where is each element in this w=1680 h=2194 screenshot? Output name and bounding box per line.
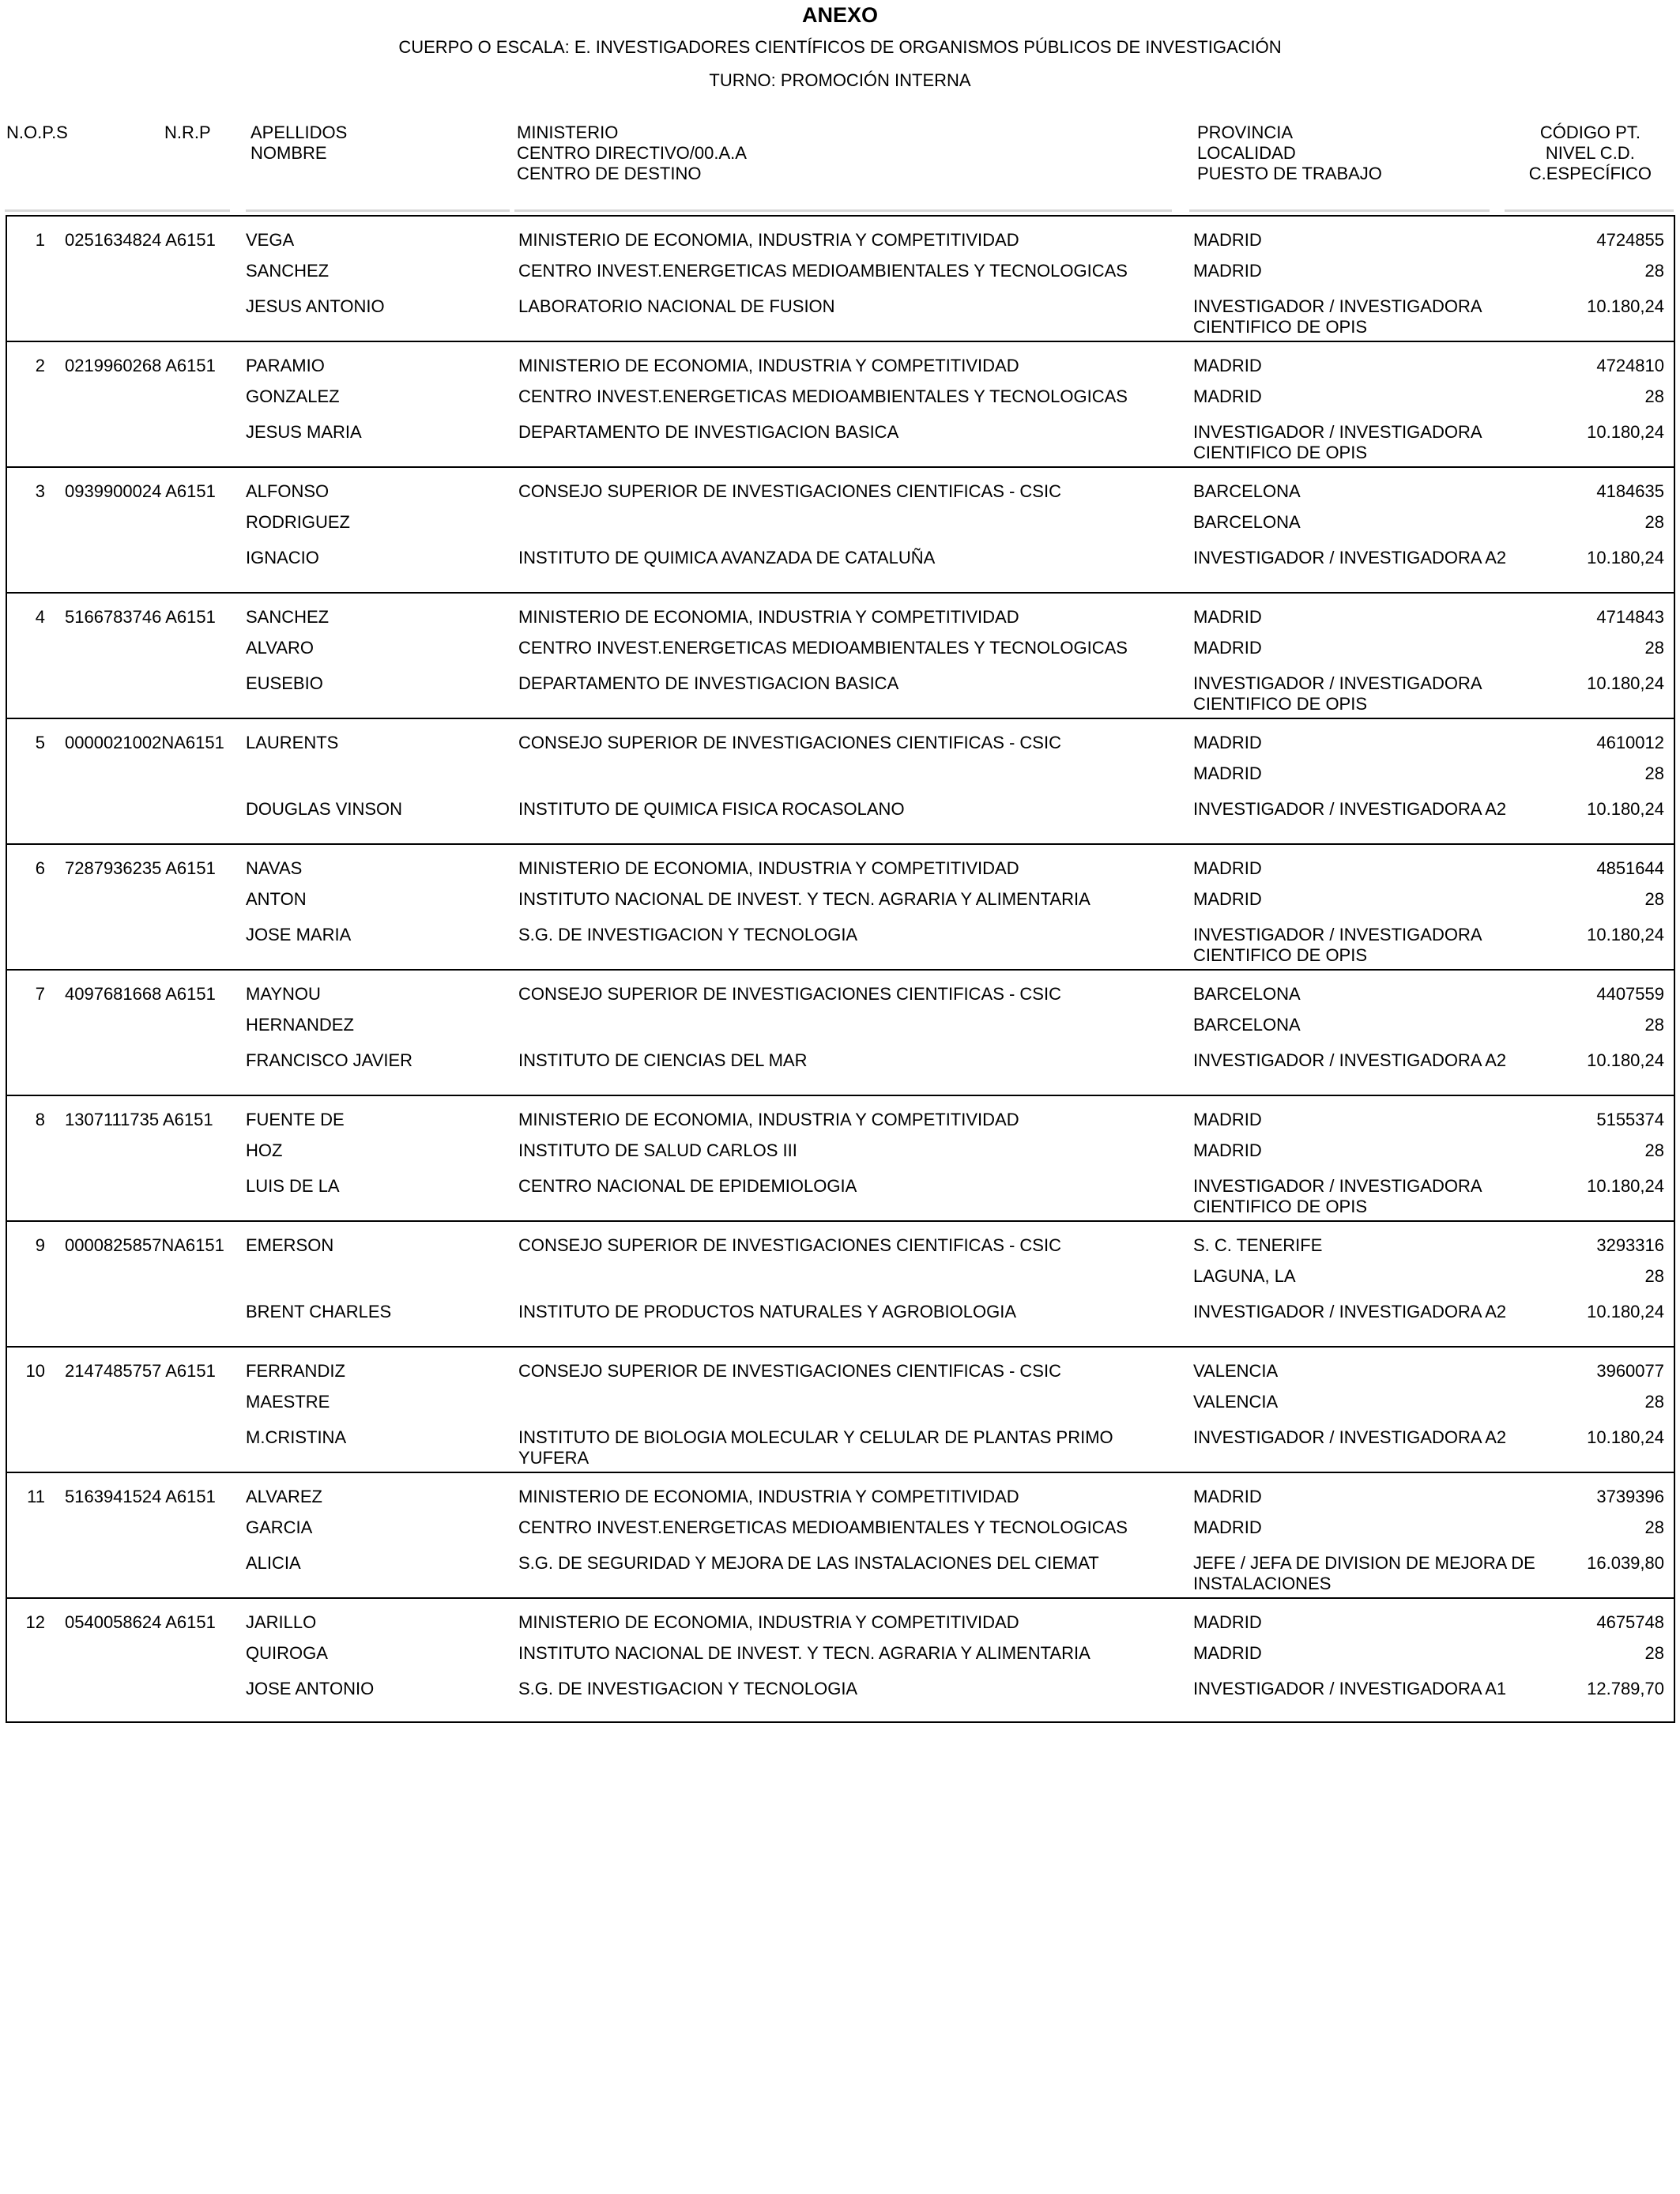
record-apellido1: SANCHEZ (246, 607, 330, 627)
record-ministerio: MINISTERIO DE ECONOMIA, INDUSTRIA Y COMPETITIVIDAD (518, 1110, 1019, 1129)
record-apellido1: JARILLO (246, 1612, 317, 1632)
record-nombre: JOSE ANTONIO (246, 1679, 375, 1698)
record-apellido2: GONZALEZ (246, 386, 340, 406)
record-codigo: 3960077 (1596, 1361, 1664, 1381)
column-header-nrp (164, 123, 211, 143)
record-centro-destino: INSTITUTO DE PRODUCTOS NATURALES Y AGROBIOLOGIA (518, 1302, 1016, 1321)
table-row (7, 1096, 1674, 1222)
record-especifico: 10.180,24 (1587, 799, 1664, 819)
record-number: 3 (35, 481, 45, 501)
record-number: 1 (35, 230, 45, 250)
record-centro-destino: INSTITUTO DE QUIMICA AVANZADA DE CATALUÑA (518, 548, 936, 567)
record-nrp: 5166783746 A6151 (65, 607, 216, 627)
record-provincia: MADRID (1193, 1110, 1262, 1129)
record-nivel: 28 (1644, 1015, 1664, 1035)
record-number: 7 (35, 984, 45, 1004)
table-row (7, 594, 1674, 719)
record-apellido1: MAYNOU (246, 984, 321, 1004)
record-provincia: BARCELONA (1193, 984, 1301, 1004)
record-number: 12 (25, 1612, 45, 1632)
record-centro-destino: INSTITUTO DE CIENCIAS DEL MAR (518, 1050, 808, 1070)
record-puesto: INVESTIGADOR / INVESTIGADORA A2 (1193, 1302, 1507, 1321)
record-nrp: 5163941524 A6151 (65, 1487, 216, 1506)
record-localidad: MADRID (1193, 261, 1262, 281)
record-number: 10 (25, 1361, 45, 1381)
turno: TURNO: PROMOCIÓN INTERNA (709, 70, 971, 90)
cuerpo-escala: CUERPO O ESCALA: E. INVESTIGADORES CIENTÍFICOS DE ORGANISMOS PÚBLICOS DE INVESTIGACIÓN (398, 37, 1282, 57)
record-codigo: 4610012 (1596, 733, 1664, 752)
header-rule (5, 209, 230, 212)
record-localidad: LAGUNA, LA (1193, 1266, 1296, 1286)
record-ministerio: MINISTERIO DE ECONOMIA, INDUSTRIA Y COMPETITIVIDAD (518, 230, 1019, 250)
record-puesto: INVESTIGADOR / INVESTIGADORA CIENTIFICO DE OPIS (1193, 1176, 1482, 1216)
record-nrp: 2147485757 A6151 (65, 1361, 216, 1381)
record-nrp: 7287936235 A6151 (65, 858, 216, 878)
record-centro-directivo: CENTRO INVEST.ENERGETICAS MEDIOAMBIENTALES Y TECNOLOGICAS (518, 1517, 1128, 1537)
record-centro-destino: INSTITUTO DE BIOLOGIA MOLECULAR Y CELULAR DE PLANTAS PRIMO YUFERA (518, 1427, 1113, 1468)
record-apellido1: EMERSON (246, 1235, 334, 1255)
record-apellido1: ALFONSO (246, 481, 330, 501)
record-nivel: 28 (1644, 512, 1664, 532)
record-centro-destino: DEPARTAMENTO DE INVESTIGACION BASICA (518, 422, 899, 442)
record-number: 8 (35, 1110, 45, 1129)
record-especifico: 10.180,24 (1587, 925, 1664, 944)
record-codigo: 4714843 (1596, 607, 1664, 627)
record-nombre: BRENT CHARLES (246, 1302, 392, 1321)
record-nombre: JESUS ANTONIO (246, 296, 385, 316)
record-ministerio: CONSEJO SUPERIOR DE INVESTIGACIONES CIENTIFICAS - CSIC (518, 1235, 1061, 1255)
record-codigo: 3293316 (1596, 1235, 1664, 1255)
record-puesto: INVESTIGADOR / INVESTIGADORA A2 (1193, 1050, 1507, 1070)
table-row (7, 342, 1674, 468)
header-localidad-label: LOCALIDAD (1197, 143, 1296, 163)
record-nrp: 0939900024 A6151 (65, 481, 216, 501)
record-puesto: INVESTIGADOR / INVESTIGADORA A2 (1193, 799, 1507, 819)
record-centro-destino: LABORATORIO NACIONAL DE FUSION (518, 296, 835, 316)
record-ministerio: MINISTERIO DE ECONOMIA, INDUSTRIA Y COMPETITIVIDAD (518, 858, 1019, 878)
record-centro-directivo: CENTRO INVEST.ENERGETICAS MEDIOAMBIENTALES Y TECNOLOGICAS (518, 386, 1128, 406)
record-codigo: 4724810 (1596, 356, 1664, 375)
record-especifico: 16.039,80 (1587, 1553, 1664, 1573)
table-row (7, 719, 1674, 845)
record-apellido1: PARAMIO (246, 356, 325, 375)
record-apellido1: FUENTE DE (246, 1110, 345, 1129)
header-nops-label: N.O.P.S (6, 123, 68, 142)
record-especifico: 10.180,24 (1587, 1302, 1664, 1321)
record-nivel: 28 (1644, 261, 1664, 281)
record-provincia: MADRID (1193, 230, 1262, 250)
record-nombre: IGNACIO (246, 548, 319, 567)
record-centro-directivo: INSTITUTO NACIONAL DE INVEST. Y TECN. AGRARIA Y ALIMENTARIA (518, 889, 1090, 909)
record-especifico: 10.180,24 (1587, 422, 1664, 442)
header-apellidos-label: APELLIDOS (250, 123, 348, 142)
table-row (7, 1599, 1674, 1725)
record-nivel: 28 (1644, 1517, 1664, 1537)
record-centro-destino: S.G. DE INVESTIGACION Y TECNOLOGIA (518, 925, 858, 944)
record-apellido2: GARCIA (246, 1517, 313, 1537)
record-codigo: 4724855 (1596, 230, 1664, 250)
record-especifico: 10.180,24 (1587, 296, 1664, 316)
record-especifico: 10.180,24 (1587, 1427, 1664, 1447)
records-table (6, 215, 1675, 1723)
record-ministerio: CONSEJO SUPERIOR DE INVESTIGACIONES CIENTIFICAS - CSIC (518, 984, 1061, 1004)
record-apellido1: NAVAS (246, 858, 303, 878)
record-nombre: M.CRISTINA (246, 1427, 347, 1447)
record-localidad: MADRID (1193, 638, 1262, 658)
record-localidad: MADRID (1193, 386, 1262, 406)
record-apellido2: HOZ (246, 1140, 283, 1160)
record-codigo: 3739396 (1596, 1487, 1664, 1506)
record-codigo: 5155374 (1596, 1110, 1664, 1129)
record-puesto: INVESTIGADOR / INVESTIGADORA CIENTIFICO DE OPIS (1193, 296, 1482, 337)
record-localidad: MADRID (1193, 1140, 1262, 1160)
record-nivel: 28 (1644, 386, 1664, 406)
header-codigo-label: CÓDIGO PT. (1539, 123, 1640, 142)
record-centro-directivo: CENTRO INVEST.ENERGETICAS MEDIOAMBIENTALES Y TECNOLOGICAS (518, 638, 1128, 658)
record-number: 9 (35, 1235, 45, 1255)
record-number: 11 (27, 1487, 45, 1506)
record-nrp: 0251634824 A6151 (65, 230, 216, 250)
table-row (7, 217, 1674, 342)
header-nivel-label: NIVEL C.D. (1545, 143, 1635, 163)
header-provincia-label: PROVINCIA (1197, 123, 1294, 142)
table-row (7, 1473, 1674, 1599)
record-especifico: 10.180,24 (1587, 673, 1664, 693)
record-nombre: EUSEBIO (246, 673, 323, 693)
record-apellido2: SANCHEZ (246, 261, 330, 281)
header-especifico-label: C.ESPECÍFICO (1528, 164, 1652, 183)
record-centro-destino: CENTRO NACIONAL DE EPIDEMIOLOGIA (518, 1176, 857, 1196)
record-ministerio: CONSEJO SUPERIOR DE INVESTIGACIONES CIENTIFICAS - CSIC (518, 1361, 1061, 1381)
record-apellido2: RODRIGUEZ (246, 512, 350, 532)
record-localidad: MADRID (1193, 1643, 1262, 1663)
record-nivel: 28 (1644, 1140, 1664, 1160)
record-localidad: VALENCIA (1193, 1392, 1279, 1412)
record-centro-directivo: CENTRO INVEST.ENERGETICAS MEDIOAMBIENTALES Y TECNOLOGICAS (518, 261, 1128, 281)
record-ministerio: CONSEJO SUPERIOR DE INVESTIGACIONES CIENTIFICAS - CSIC (518, 481, 1061, 501)
record-puesto: INVESTIGADOR / INVESTIGADORA CIENTIFICO DE OPIS (1193, 925, 1482, 965)
table-row (7, 1222, 1674, 1348)
record-apellido2: ANTON (246, 889, 307, 909)
record-provincia: BARCELONA (1193, 481, 1301, 501)
record-number: 5 (35, 733, 45, 752)
table-row (7, 468, 1674, 594)
record-nivel: 28 (1644, 889, 1664, 909)
header-rule (1505, 209, 1674, 212)
record-nombre: FRANCISCO JAVIER (246, 1050, 413, 1070)
record-nombre: JESUS MARIA (246, 422, 362, 442)
record-codigo: 4851644 (1596, 858, 1664, 878)
record-ministerio: MINISTERIO DE ECONOMIA, INDUSTRIA Y COMPETITIVIDAD (518, 1487, 1019, 1506)
column-header-apellidos (250, 123, 347, 164)
record-apellido1: FERRANDIZ (246, 1361, 345, 1381)
record-nrp: 4097681668 A6151 (65, 984, 216, 1004)
record-ministerio: MINISTERIO DE ECONOMIA, INDUSTRIA Y COMPETITIVIDAD (518, 356, 1019, 375)
record-nivel: 28 (1644, 763, 1664, 783)
header-rule (514, 209, 1172, 212)
record-puesto: INVESTIGADOR / INVESTIGADORA A2 (1193, 1427, 1507, 1447)
header-centro-destino-label: CENTRO DE DESTINO (517, 164, 702, 183)
record-number: 2 (35, 356, 45, 375)
record-apellido2: QUIROGA (246, 1643, 328, 1663)
table-row (7, 971, 1674, 1096)
record-nivel: 28 (1644, 1392, 1664, 1412)
record-codigo: 4407559 (1596, 984, 1664, 1004)
header-puesto-label: PUESTO DE TRABAJO (1197, 164, 1382, 183)
record-nombre: JOSE MARIA (246, 925, 352, 944)
record-nrp: 0000825857NA6151 (65, 1235, 224, 1255)
record-especifico: 10.180,24 (1587, 1176, 1664, 1196)
record-nombre: DOUGLAS VINSON (246, 799, 403, 819)
record-nrp: 0540058624 A6151 (65, 1612, 216, 1632)
record-ministerio: CONSEJO SUPERIOR DE INVESTIGACIONES CIENTIFICAS - CSIC (518, 733, 1061, 752)
record-apellido1: VEGA (246, 230, 295, 250)
record-localidad: MADRID (1193, 889, 1262, 909)
record-provincia: MADRID (1193, 1612, 1262, 1632)
record-centro-destino: INSTITUTO DE QUIMICA FISICA ROCASOLANO (518, 799, 905, 819)
record-centro-destino: DEPARTAMENTO DE INVESTIGACION BASICA (518, 673, 899, 693)
record-nrp: 0000021002NA6151 (65, 733, 224, 752)
record-provincia: MADRID (1193, 356, 1262, 375)
record-centro-destino: S.G. DE SEGURIDAD Y MEJORA DE LAS INSTALACIONES DEL CIEMAT (518, 1553, 1099, 1573)
record-apellido1: ALVAREZ (246, 1487, 322, 1506)
table-row (7, 845, 1674, 971)
record-provincia: MADRID (1193, 858, 1262, 878)
column-header-ministerio (517, 123, 747, 184)
record-especifico: 10.180,24 (1587, 548, 1664, 567)
record-nombre: LUIS DE LA (246, 1176, 340, 1196)
record-provincia: MADRID (1193, 1487, 1262, 1506)
record-provincia: MADRID (1193, 733, 1262, 752)
record-nombre: ALICIA (246, 1553, 301, 1573)
record-especifico: 12.789,70 (1587, 1679, 1664, 1698)
record-localidad: BARCELONA (1193, 512, 1301, 532)
header-rule (246, 209, 510, 212)
document-title: ANEXO (801, 3, 879, 27)
record-apellido2: ALVARO (246, 638, 314, 658)
header-rule (1189, 209, 1490, 212)
record-ministerio: MINISTERIO DE ECONOMIA, INDUSTRIA Y COMPETITIVIDAD (518, 1612, 1019, 1632)
header-nrp-label: N.R.P (164, 123, 211, 142)
record-localidad: MADRID (1193, 763, 1262, 783)
record-apellido2: MAESTRE (246, 1392, 330, 1412)
record-especifico: 10.180,24 (1587, 1050, 1664, 1070)
record-provincia: MADRID (1193, 607, 1262, 627)
record-provincia: S. C. TENERIFE (1193, 1235, 1323, 1255)
record-nrp: 1307111735 A6151 (65, 1110, 213, 1129)
column-header-codigo (1529, 123, 1652, 184)
record-nrp: 0219960268 A6151 (65, 356, 216, 375)
column-header-nops (6, 123, 68, 143)
record-nivel: 28 (1644, 1266, 1664, 1286)
record-apellido2: HERNANDEZ (246, 1015, 354, 1035)
column-header-provincia (1197, 123, 1382, 184)
record-puesto: INVESTIGADOR / INVESTIGADORA A1 (1193, 1679, 1507, 1698)
record-centro-directivo: INSTITUTO DE SALUD CARLOS III (518, 1140, 797, 1160)
record-number: 6 (35, 858, 45, 878)
record-puesto: JEFE / JEFA DE DIVISION DE MEJORA DE INSTALACIONES (1193, 1553, 1535, 1593)
header-ministerio-label: MINISTERIO (517, 123, 619, 142)
header-nombre-label: NOMBRE (250, 143, 327, 163)
record-centro-directivo: INSTITUTO NACIONAL DE INVEST. Y TECN. AGRARIA Y ALIMENTARIA (518, 1643, 1090, 1663)
record-localidad: MADRID (1193, 1517, 1262, 1537)
record-puesto: INVESTIGADOR / INVESTIGADORA CIENTIFICO DE OPIS (1193, 673, 1482, 714)
record-ministerio: MINISTERIO DE ECONOMIA, INDUSTRIA Y COMPETITIVIDAD (518, 607, 1019, 627)
record-nivel: 28 (1644, 638, 1664, 658)
record-provincia: VALENCIA (1193, 1361, 1279, 1381)
record-apellido1: LAURENTS (246, 733, 339, 752)
table-row (7, 1348, 1674, 1473)
record-centro-destino: S.G. DE INVESTIGACION Y TECNOLOGIA (518, 1679, 858, 1698)
record-localidad: BARCELONA (1193, 1015, 1301, 1035)
record-codigo: 4675748 (1596, 1612, 1664, 1632)
header-centro-directivo-label: CENTRO DIRECTIVO/00.A.A (517, 143, 747, 163)
record-puesto: INVESTIGADOR / INVESTIGADORA CIENTIFICO DE OPIS (1193, 422, 1482, 462)
record-puesto: INVESTIGADOR / INVESTIGADORA A2 (1193, 548, 1507, 567)
record-codigo: 4184635 (1596, 481, 1664, 501)
record-number: 4 (35, 607, 45, 627)
record-nivel: 28 (1644, 1643, 1664, 1663)
